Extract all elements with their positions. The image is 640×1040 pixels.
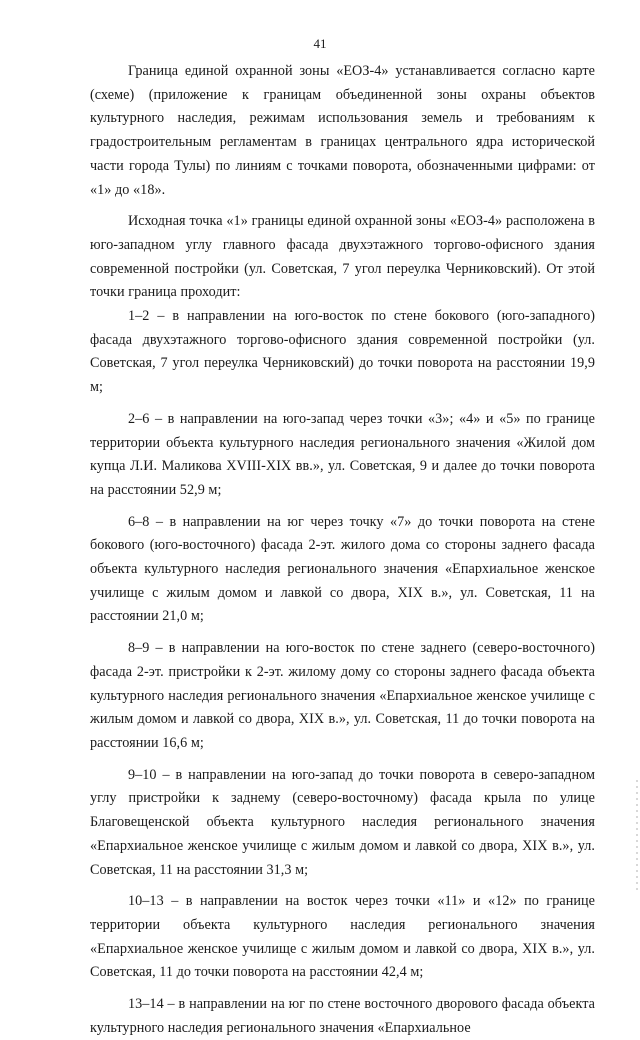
scan-edge-artifact xyxy=(636,780,638,890)
paragraph-segment-9-10: 9–10 – в направлении на юго-запад до точки поворота в северо-западном углу пристройки к заднему (северо-восточному) фасада крыла по улице Благовещенской объекта культурного наследия регионального значения «Епархиальное женское училище с жилым домом и лавкой со двора, XIX в.», ул. Советская, 11 на расстоянии 31,3 м; xyxy=(90,766,595,878)
paragraph-segment-6-8: 6–8 – в направлении на юг через точку «7» до точки поворота на стене бокового (юго-восточного) фасада 2-эт. жилого дома со стороны заднего фасада объекта культурного наследия регионального значения «Епархиальное женское училище с жилым домом и лавкой со двора, XIX в.», ул. Советская, 11 на расстоянии 21,0 м; xyxy=(90,513,595,625)
page-number: 41 xyxy=(313,36,327,51)
paragraph-segment-8-9: 8–9 – в направлении на юго-восток по стене заднего (северо-восточного) фасада 2-эт. пристройки к 2-эт. жилому дому со стороны заднего фасада объекта культурного наследия регионального значения «Епархиальное женское училище с жилым домом и лавкой со двора, XIX в.», ул. Советская, 11 до точки поворота на расстоянии 16,6 м; xyxy=(90,640,595,751)
paragraph-segment-10-13: 10–13 – в направлении на восток через точки «11» и «12» по границе территории объекта культурного наследия регионального значения «Епархиальное женское училище с жилым домом и лавкой со двора, XIX в.», ул. Советская, 11 до точки поворота на расстоянии 42,4 м; xyxy=(90,893,595,981)
paragraph-intro: Граница единой охранной зоны «ЕОЗ-4» устанавливается согласно карте (схеме) (приложение к границам объединенной зоны охраны объектов культурного наследия, режимам использования земель и требованиям к градостроительным регламентам в границах центрального ядра исторической части города Тулы) по линиям с точками поворота, обозначенными цифрами: от «1» до «18». xyxy=(90,63,595,198)
paragraph-segment-1-2: 1–2 – в направлении на юго-восток по стене бокового (юго-западного) фасада двухэтажного торгово-офисного здания современной постройки (ул. Советская, 7 угол переулка Черниковский) до точки поворота на расстоянии 19,9 м; xyxy=(90,308,595,396)
document-body xyxy=(90,60,595,1040)
paragraph-start-point: Исходная точка «1» границы единой охранной зоны «ЕОЗ-4» расположена в юго-западном углу главного фасада двухэтажного торгово-офисного здания современной постройки (ул. Советская, 7 угол переулка Черниковский). От этой точки граница проходит: xyxy=(90,213,595,301)
paragraph-segment-13-14: 13–14 – в направлении на юг по стене восточного дворового фасада объекта культурного наследия регионального значения «Епархиальное xyxy=(90,996,595,1036)
paragraph-segment-2-6: 2–6 – в направлении на юго-запад через точки «3»; «4» и «5» по границе территории объекта культурного наследия регионального значения «Жилой дом купца Л.И. Маликова XVIII-XIX вв.», ул. Советская, 9 и далее до точки поворота на расстоянии 52,9 м; xyxy=(90,410,595,498)
